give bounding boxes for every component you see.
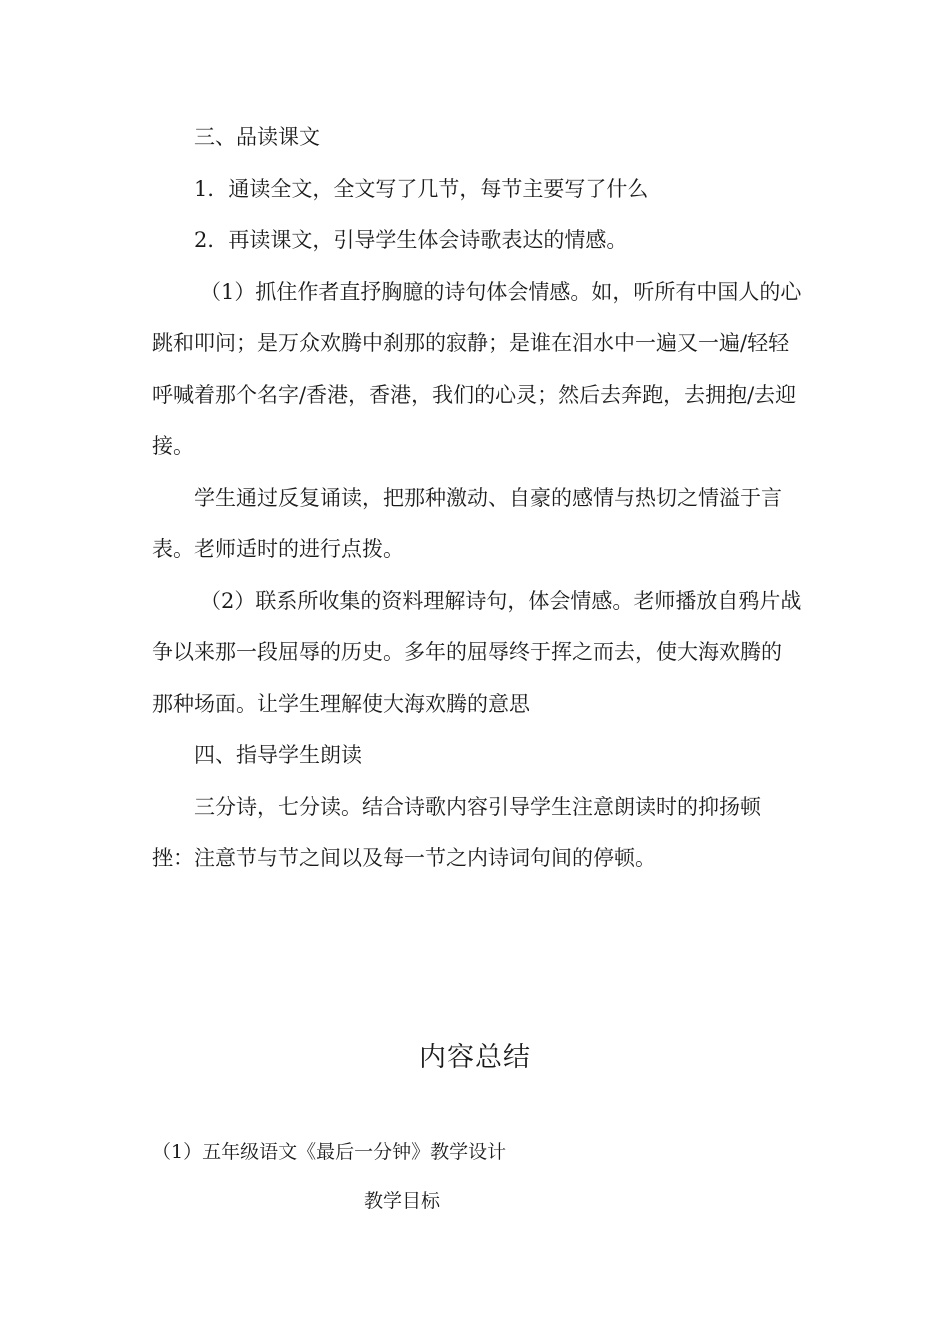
- paragraph-step-1: 1．通读全文，全文写了几节，每节主要写了什么: [194, 176, 649, 201]
- section-heading-4: 四、指导学生朗读: [194, 743, 362, 767]
- document-body: [152, 112, 802, 885]
- summary-title: 内容总结: [419, 1042, 531, 1073]
- summary-subheading: 教学目标: [364, 1190, 441, 1212]
- paragraph-point-1: （1）抓住作者直抒胸臆的诗句体会情感。如，听所有中国人的心跳和叩问；是万众欢腾中刹那的寂静；是谁在泪水中一遍又一遍/轻轻呼喊着那个名字/香港，香港，我们的心灵；然后去奔跑，去拥抱/去迎接。: [152, 279, 802, 458]
- paragraph-reading-guidance: 三分诗，七分读。结合诗歌内容引导学生注意朗读时的抑扬顿挫：注意节与节之间以及每一节之内诗词句间的停顿。: [152, 794, 761, 870]
- paragraph-student-reading: 学生通过反复诵读，把那种激动、自豪的感情与热切之情溢于言表。老师适时的进行点拨。: [152, 485, 782, 561]
- summary-item: （1）五年级语文《最后一分钟》教学设计: [152, 1141, 507, 1163]
- paragraph-step-2: 2．再读课文，引导学生体会诗歌表达的情感。: [194, 228, 628, 252]
- section-heading-3: 三、品读课文: [194, 125, 320, 149]
- paragraph-point-2: （2）联系所收集的资料理解诗句，体会情感。老师播放自鸦片战争以来那一段屈辱的历史。多年的屈辱终于挥之而去，使大海欢腾的那种场面。让学生理解使大海欢腾的意思: [152, 588, 802, 716]
